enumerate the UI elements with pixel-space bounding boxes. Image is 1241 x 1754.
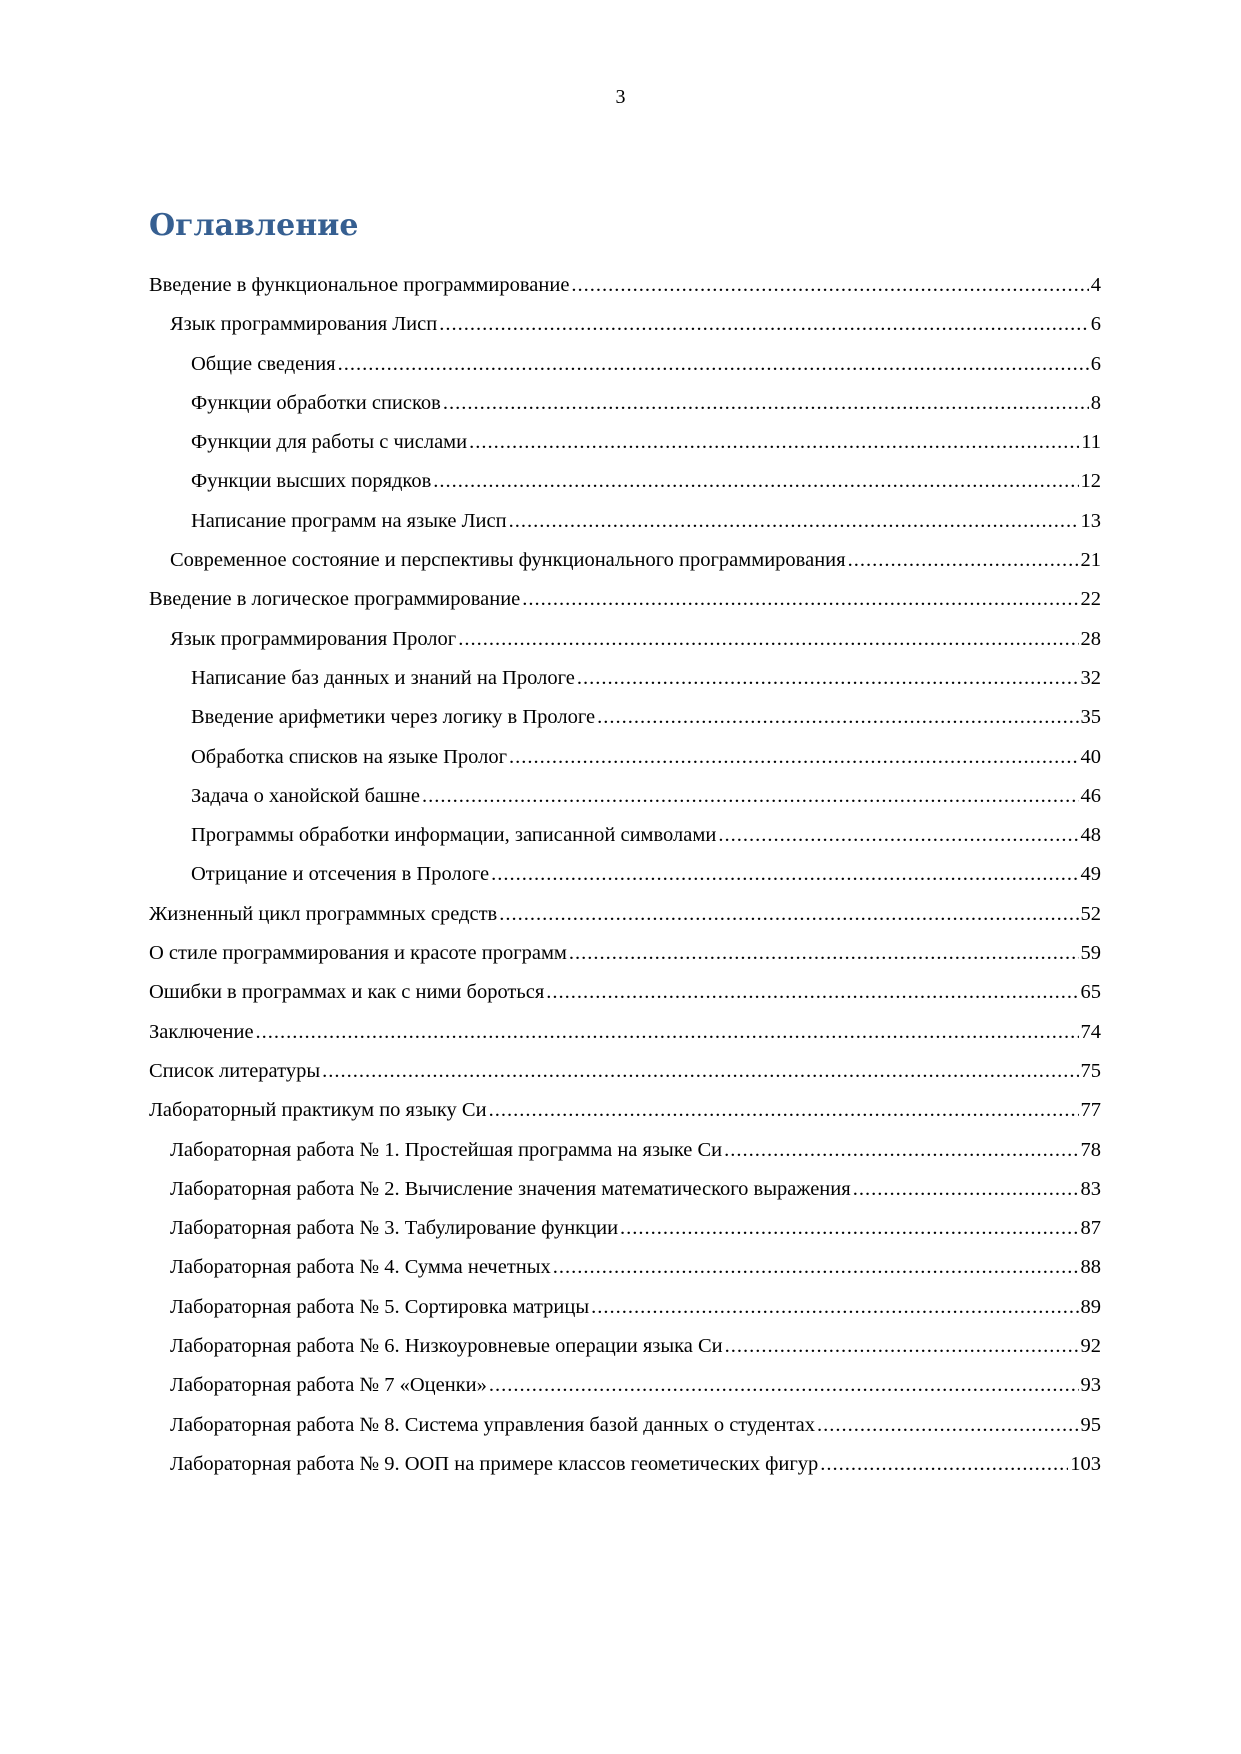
toc-entry-page: 4: [1090, 274, 1101, 296]
toc-entry-title: Написание баз данных и знаний на Прологе: [191, 666, 575, 689]
toc-entry-page: 11: [1081, 431, 1101, 454]
dot-leader: [422, 777, 1078, 816]
toc-entry-title: Задача о ханойской башне: [191, 784, 421, 807]
toc-entry[interactable]: [149, 895, 1101, 934]
dot-leader: [338, 345, 1089, 384]
toc-entry-page: 92: [1080, 1335, 1101, 1358]
toc-entry[interactable]: [149, 1327, 1101, 1366]
toc-entry-page: 78: [1080, 1138, 1101, 1161]
toc-entry-title: Лабораторная работа № 6. Низкоуровневые операции языка Си: [170, 1335, 723, 1358]
toc-entry[interactable]: [149, 738, 1101, 777]
dot-leader: [489, 1366, 1079, 1405]
dot-leader: [597, 698, 1078, 737]
page-number: 3: [615, 86, 626, 108]
toc-entry-page: 6: [1090, 352, 1101, 375]
dot-leader: [848, 541, 1079, 580]
toc-entry[interactable]: [149, 1091, 1101, 1130]
toc-entry[interactable]: [149, 1170, 1101, 1209]
toc-entry[interactable]: [149, 1406, 1101, 1445]
toc-entry[interactable]: [149, 1013, 1101, 1052]
toc-entry-page: 95: [1080, 1413, 1101, 1436]
toc-entry-page: 87: [1080, 1217, 1101, 1240]
toc-entry[interactable]: [149, 973, 1101, 1012]
toc-entry-page: 59: [1080, 942, 1101, 965]
dot-leader: [458, 620, 1078, 659]
toc-entry-page: 6: [1090, 313, 1101, 336]
toc-entry-page: 52: [1080, 902, 1101, 925]
toc-entry[interactable]: [149, 620, 1101, 659]
toc-entry-page: 40: [1080, 745, 1101, 768]
toc-entry-title: Функции для работы с числами: [191, 431, 468, 454]
toc-entry[interactable]: [149, 934, 1101, 973]
toc-entry-title: Обработка списков на языке Пролог: [191, 745, 508, 768]
toc-entry-page: 32: [1080, 666, 1101, 689]
dot-leader: [443, 384, 1089, 423]
toc-entry[interactable]: [149, 1288, 1101, 1327]
toc-entry-title: Лабораторная работа № 1. Простейшая программа на языке Си: [170, 1138, 723, 1161]
dot-leader: [718, 816, 1078, 855]
dot-leader: [256, 1013, 1079, 1052]
toc-entry-title: Язык программирования Пролог: [170, 627, 457, 650]
dot-leader: [522, 580, 1078, 619]
toc-entry[interactable]: [149, 1248, 1101, 1287]
dot-leader: [853, 1170, 1079, 1209]
toc-entry-title: Функции обработки списков: [191, 391, 441, 414]
toc-entry-page: 89: [1080, 1295, 1101, 1318]
toc-entry-page: 103: [1070, 1452, 1101, 1475]
toc-entry[interactable]: [149, 423, 1101, 462]
toc-entry-page: 28: [1080, 627, 1101, 650]
toc-entry-page: 8: [1090, 391, 1101, 414]
toc-entry-page: 46: [1080, 784, 1101, 807]
dot-leader: [491, 855, 1078, 894]
dot-leader: [439, 305, 1089, 344]
dot-leader: [509, 738, 1078, 777]
toc-entry-title: Лабораторная работа № 5. Сортировка матрицы: [170, 1295, 590, 1318]
toc-entry[interactable]: [149, 305, 1101, 344]
toc-entry-title: Лабораторная работа № 8. Система управления базой данных о студентах: [170, 1413, 815, 1436]
toc-entry-title: Заключение: [149, 1020, 254, 1043]
toc-entry-title: Лабораторная работа № 4. Сумма нечетных: [170, 1256, 551, 1279]
dot-leader: [591, 1288, 1078, 1327]
toc-entry-page: 93: [1080, 1374, 1101, 1397]
dot-leader: [820, 1445, 1068, 1484]
toc-entry-page: 65: [1080, 981, 1101, 1004]
toc-entry-title: Введение в логическое программирование: [149, 588, 521, 611]
toc-entry-page: 88: [1080, 1256, 1101, 1279]
dot-leader: [571, 266, 1088, 305]
toc-entry-title: Лабораторная работа № 7 «Оценки»: [170, 1374, 487, 1397]
toc-entry[interactable]: [149, 816, 1101, 855]
toc-entry-title: Отрицание и отсечения в Прологе: [191, 863, 490, 886]
dot-leader: [577, 659, 1079, 698]
toc-entry-title: Лабораторная работа № 3. Табулирование функции: [170, 1217, 619, 1240]
toc-entry[interactable]: [149, 698, 1101, 737]
dot-leader: [817, 1406, 1079, 1445]
toc-entry-page: 83: [1080, 1177, 1101, 1200]
dot-leader: [546, 973, 1078, 1012]
toc-entry[interactable]: [149, 659, 1101, 698]
dot-leader: [489, 1091, 1079, 1130]
dot-leader: [725, 1327, 1079, 1366]
toc-entry[interactable]: [149, 1209, 1101, 1248]
toc-heading: Оглавление: [149, 208, 359, 243]
table-of-contents: [149, 266, 1101, 1484]
toc-entry-title: Ошибки в программах и как с ними бороться: [149, 981, 545, 1004]
toc-entry-page: 75: [1080, 1059, 1101, 1082]
toc-entry[interactable]: [149, 502, 1101, 541]
toc-entry-page: 48: [1080, 824, 1101, 847]
toc-entry-title: Лабораторная работа № 2. Вычисление значения математического выражения: [170, 1177, 851, 1200]
dot-leader: [724, 1131, 1078, 1170]
dot-leader: [553, 1248, 1079, 1287]
toc-entry[interactable]: [149, 462, 1101, 501]
toc-entry-title: Лабораторная работа № 9. ООП на примере классов геометических фигур: [170, 1452, 819, 1475]
toc-entry[interactable]: [149, 580, 1101, 619]
toc-entry[interactable]: [149, 1131, 1101, 1170]
toc-entry-title: Жизненный цикл программных средств: [149, 902, 498, 925]
toc-entry-title: Язык программирования Лисп: [170, 313, 438, 336]
dot-leader: [433, 462, 1078, 501]
toc-entry[interactable]: [149, 345, 1101, 384]
toc-entry[interactable]: [149, 777, 1101, 816]
toc-entry-page: 13: [1080, 509, 1101, 532]
toc-entry-title: Общие сведения: [191, 352, 336, 375]
dot-leader: [499, 895, 1078, 934]
toc-entry[interactable]: [149, 1445, 1101, 1484]
dot-leader: [569, 934, 1079, 973]
dot-leader: [322, 1052, 1078, 1091]
dot-leader: [469, 423, 1079, 462]
toc-entry-title: Написание программ на языке Лисп: [191, 509, 507, 532]
toc-entry-title: Введение в функциональное программирование: [149, 274, 570, 296]
toc-entry[interactable]: [149, 266, 1101, 305]
toc-entry[interactable]: [149, 384, 1101, 423]
toc-entry-title: Функции высших порядков: [191, 470, 432, 493]
toc-entry[interactable]: [149, 1366, 1101, 1405]
toc-entry-page: 77: [1080, 1099, 1101, 1122]
toc-entry[interactable]: [149, 1052, 1101, 1091]
toc-entry-title: Список литературы: [149, 1059, 321, 1082]
toc-entry-page: 21: [1080, 549, 1101, 572]
toc-entry-page: 74: [1080, 1020, 1101, 1043]
toc-entry-title: О стиле программирования и красоте программ: [149, 942, 567, 965]
dot-leader: [509, 502, 1079, 541]
dot-leader: [620, 1209, 1078, 1248]
toc-entry-page: 22: [1080, 588, 1101, 611]
toc-entry[interactable]: [149, 855, 1101, 894]
toc-entry-title: Программы обработки информации, записанной символами: [191, 824, 717, 847]
toc-entry[interactable]: [149, 541, 1101, 580]
toc-entry-page: 49: [1080, 863, 1101, 886]
toc-entry-page: 35: [1080, 706, 1101, 729]
toc-entry-title: Современное состояние и перспективы функционального программирования: [170, 549, 846, 572]
toc-entry-title: Введение арифметики через логику в Прологе: [191, 706, 596, 729]
toc-entry-page: 12: [1080, 470, 1101, 493]
toc-entry-title: Лабораторный практикум по языку Си: [149, 1099, 487, 1122]
